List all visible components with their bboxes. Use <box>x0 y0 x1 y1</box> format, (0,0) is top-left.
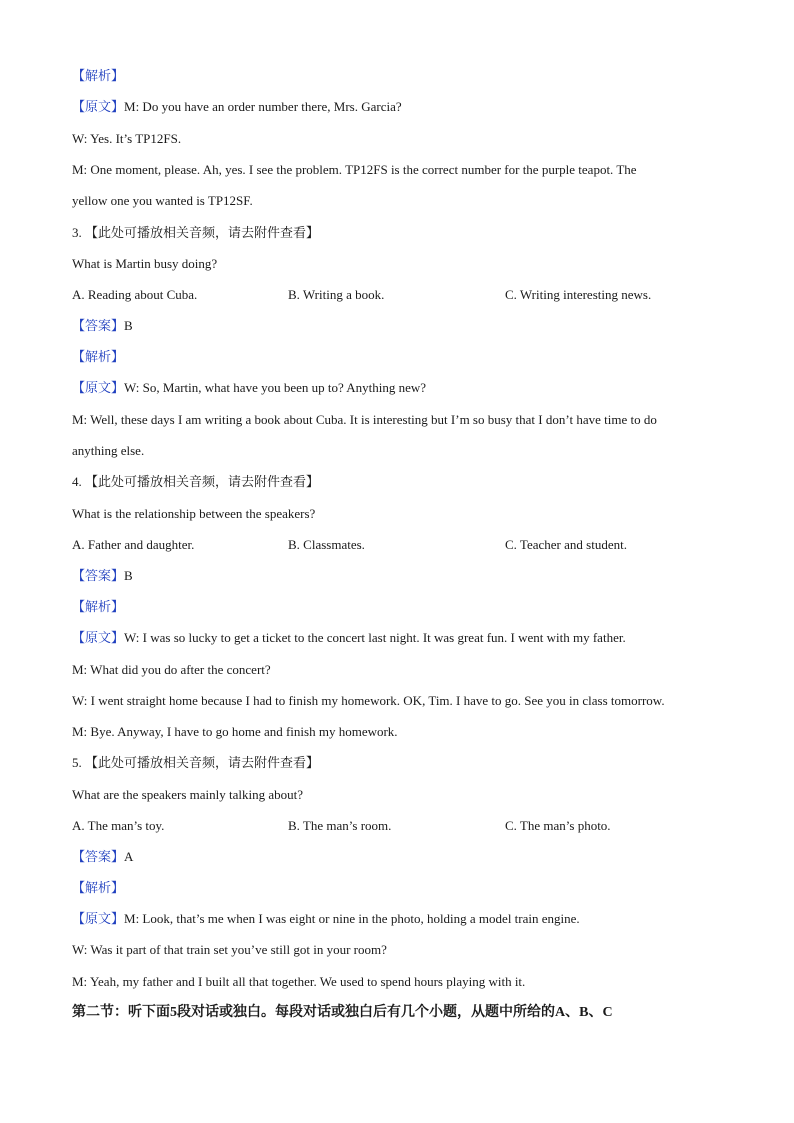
option-b: B. Classmates. <box>288 537 365 552</box>
audio-placeholder: 【此处可播放相关音频，请去附件查看】 <box>85 225 320 240</box>
transcript-line: W: Was it part of that train set you’ve still got in your room? <box>72 942 387 957</box>
transcript-line: yellow one you wanted is TP12SF. <box>72 193 253 208</box>
analysis-label: 【解析】 <box>72 349 125 364</box>
audio-placeholder: 【此处可播放相关音频，请去附件查看】 <box>85 755 320 770</box>
option-b: B. Writing a book. <box>288 287 385 302</box>
transcript-line: 【原文】W: So, Martin, what have you been up to? Anything new? <box>72 380 427 395</box>
question-3-options <box>72 287 752 303</box>
option-a: A. Reading about Cuba. <box>72 287 198 302</box>
answer-line: 【答案】A <box>72 849 134 864</box>
option-a: A. The man’s toy. <box>72 818 165 833</box>
transcript-line: M: Yeah, my father and I built all that together. We used to spend hours playing with it. <box>72 974 526 989</box>
transcript-line: M: Well, these days I am writing a book about Cuba. It is interesting but I’m so busy that I don’t have time to do <box>72 412 657 427</box>
question-4-header: 4. 【此处可播放相关音频，请去附件查看】 <box>72 474 320 489</box>
transcript-line: W: Yes. It’s TP12FS. <box>72 131 182 146</box>
question-4-stem: What is the relationship between the speakers? <box>72 506 316 521</box>
question-5-stem: What are the speakers mainly talking about? <box>72 787 304 802</box>
transcript-line: M: Bye. Anyway, I have to go home and finish my homework. <box>72 724 398 739</box>
option-c: C. Teacher and student. <box>505 537 627 552</box>
section-heading: 第二节：听下面5段对话或独白。每段对话或独白后有几个小题，从题中所给的A、B、C <box>72 1005 613 1020</box>
answer-line: 【答案】B <box>72 318 133 333</box>
question-5-options <box>72 818 752 834</box>
transcript-line: 【原文】M: Do you have an order number there, Mrs. Garcia? <box>72 99 402 114</box>
option-b: B. The man’s room. <box>288 818 392 833</box>
question-4-options <box>72 537 752 553</box>
answer-line: 【答案】B <box>72 568 133 583</box>
question-5-header: 5. 【此处可播放相关音频，请去附件查看】 <box>72 755 320 770</box>
analysis-label: 【解析】 <box>72 880 125 895</box>
audio-placeholder: 【此处可播放相关音频，请去附件查看】 <box>85 474 320 489</box>
transcript-line: M: One moment, please. Ah, yes. I see the problem. TP12FS is the correct number for the purple teapot. The <box>72 162 637 177</box>
analysis-label: 【解析】 <box>72 599 125 614</box>
transcript-line: 【原文】M: Look, that’s me when I was eight or nine in the photo, holding a model train engine. <box>72 911 580 926</box>
transcript-line: M: What did you do after the concert? <box>72 662 271 677</box>
transcript-line: 【原文】W: I was so lucky to get a ticket to the concert last night. It was great fun. I went with my father. <box>72 630 626 645</box>
transcript-line: anything else. <box>72 443 145 458</box>
transcript-line: W: I went straight home because I had to finish my homework. OK, Tim. I have to go. See you in class tomorrow. <box>72 693 665 708</box>
option-c: C. Writing interesting news. <box>505 287 652 302</box>
question-3-stem: What is Martin busy doing? <box>72 256 218 271</box>
analysis-label: 【解析】 <box>72 68 125 83</box>
option-c: C. The man’s photo. <box>505 818 611 833</box>
question-3-header: 3. 【此处可播放相关音频，请去附件查看】 <box>72 225 320 240</box>
option-a: A. Father and daughter. <box>72 537 195 552</box>
